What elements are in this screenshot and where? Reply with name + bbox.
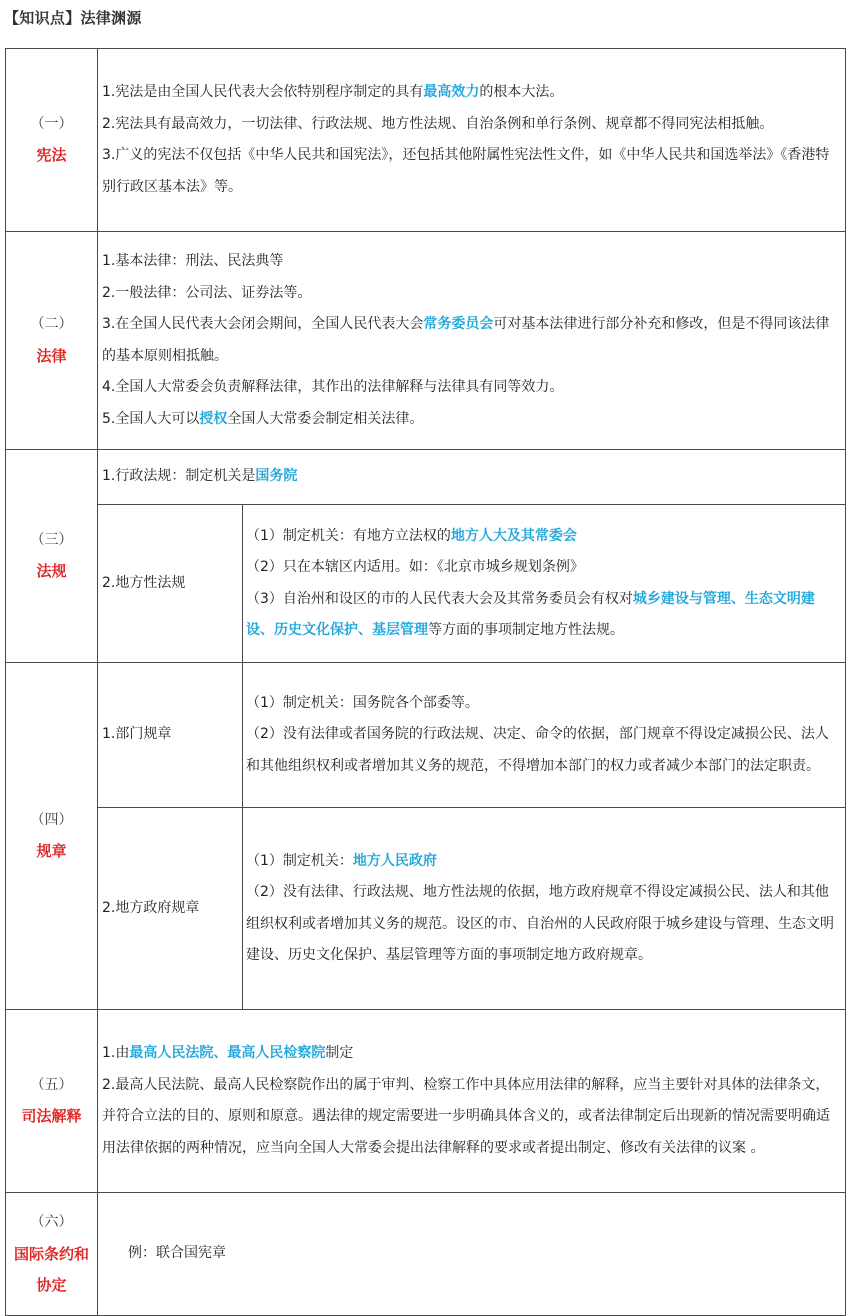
content-line: 4.全国人大常委会负责解释法律，其作出的法律解释与法律具有同等效力。	[102, 379, 564, 395]
content-line: （2）没有法律或者国务院的行政法规、决定、命令的依据，部门规章不得设定减损公民、法人和其他组织权利或者增加其义务的规范，不得增加本部门的权力或者减少本部门的法定职责。	[246, 726, 829, 774]
content-cell	[98, 49, 846, 232]
category-number: （二）	[30, 316, 73, 332]
category-name: 法规	[36, 562, 67, 580]
subcategory-label: 1.部门规章	[98, 663, 243, 808]
example-cell: 例：联合国宪章	[98, 1193, 846, 1316]
content-line: 5.全国人大可以授权全国人大常委会制定相关法律。	[102, 410, 424, 427]
detail-cell	[243, 808, 846, 1010]
content-line: （3）自治州和设区的市的人民代表大会及其常务委员会有权对城乡建设与管理、生态文明建设、历史文化保护、基层管理等方面的事项制定地方性法规。	[246, 590, 815, 638]
category-name: 司法解释	[21, 1107, 82, 1125]
category-name-line2: 协定	[36, 1275, 67, 1294]
category-name: 国际条约和	[13, 1244, 89, 1263]
section-regulation-local	[6, 505, 846, 663]
subcategory-label: 2.地方政府规章	[98, 808, 243, 1010]
category-number: （四）	[30, 811, 73, 828]
content-line: 3.在全国人民代表大会闭会期间，全国人民代表大会常务委员会可对基本法律进行部分补充和修改，但是不得同该法律的基本原则相抵触。	[102, 316, 830, 364]
detail-cell	[243, 663, 846, 808]
content-line: 2.宪法具有最高效力，一切法律、行政法规、地方性法规、自治条例和单行条例、规章都不得同宪法相抵触。	[102, 115, 774, 132]
category-name: 法律	[36, 346, 67, 365]
category-cell	[6, 1010, 98, 1193]
detail-cell	[243, 505, 846, 663]
category-name: 规章	[36, 842, 67, 860]
content-line: （2）只在本辖区内适用。如：《北京市城乡规划条例》	[246, 559, 584, 575]
knowledge-table	[5, 48, 846, 1316]
content-line: 2.最高人民法院、最高人民检察院作出的属于审判、检察工作中具体应用法律的解释，应当主要针对具体的法律条文，并符合立法的目的、原则和原意。遇法律的规定需要进一步明确具体含义的，或者法律制定后出现新的情况需要明确适用法律依据的两种情况，应当向全国人大常委会提出法律解释的要求或者提出制定、修改有关法律的议案 。	[102, 1076, 830, 1156]
content-cell	[98, 450, 846, 505]
content-line: 1.宪法是由全国人民代表大会依特别程序制定的具有最高效力的根本大法。	[102, 84, 564, 100]
section-judicial-interpretation	[6, 1010, 846, 1193]
content-line: （1）制定机关：国务院各个部委等。	[246, 694, 479, 711]
category-number: （一）	[30, 115, 73, 132]
section-international-treaties	[6, 1193, 846, 1316]
content-line: （1）制定机关：地方人民政府	[246, 852, 437, 869]
section-rules	[6, 663, 846, 808]
highlight-text: 最高人民法院、最高人民检察院	[129, 1045, 326, 1061]
content-line: 1.由最高人民法院、最高人民检察院制定	[102, 1045, 354, 1061]
highlight-text: 城乡建设与管理、生态文明建设、历史文化保护、基层管理	[246, 590, 815, 638]
section-constitution	[6, 49, 846, 232]
category-number: （六）	[30, 1214, 73, 1231]
highlight-text: 最高效力	[423, 84, 480, 100]
section-law	[6, 232, 846, 450]
section-regulation	[6, 450, 846, 505]
category-cell	[6, 232, 98, 450]
section-rules-local	[6, 808, 846, 1010]
content-line: 2.一般法律：公司法、证券法等。	[102, 284, 312, 301]
content-cell	[98, 232, 846, 450]
category-name: 宪法	[36, 146, 67, 164]
category-cell	[6, 1193, 98, 1316]
highlight-text: 国务院	[255, 468, 298, 485]
highlight-text: 地方人民政府	[352, 852, 437, 869]
highlight-text: 授权	[199, 410, 228, 427]
subcategory-label: 2.地方性法规	[98, 505, 243, 663]
page-title: 【知识点】法律渊源	[4, 9, 142, 27]
category-cell	[6, 450, 98, 663]
highlight-text: 常务委员会	[423, 316, 494, 332]
content-line: （1）制定机关：有地方立法权的地方人大及其常委会	[246, 527, 577, 544]
category-cell	[6, 49, 98, 232]
category-number: （五）	[30, 1076, 73, 1093]
highlight-text: 地方人大及其常委会	[450, 527, 577, 544]
content-line: 3.广义的宪法不仅包括《中华人民共和国宪法》，还包括其他附属性宪法性文件，如《中华人民共和国选举法》《香港特别行政区基本法》等。	[102, 147, 830, 195]
content-line: 1.行政法规：制定机关是国务院	[102, 468, 298, 485]
content-line: （2）没有法律、行政法规、地方性法规的依据，地方政府规章不得设定减损公民、法人和其他组织权利或者增加其义务的规范。设区的市、自治州的人民政府限于城乡建设与管理、生态文明建设、历史文化保护、基层管理等方面的事项制定地方政府规章。	[246, 884, 834, 963]
content-line: 1.基本法律：刑法、民法典等	[102, 253, 284, 269]
content-cell	[98, 1010, 846, 1193]
category-number: （三）	[30, 531, 73, 548]
category-cell	[6, 663, 98, 1010]
